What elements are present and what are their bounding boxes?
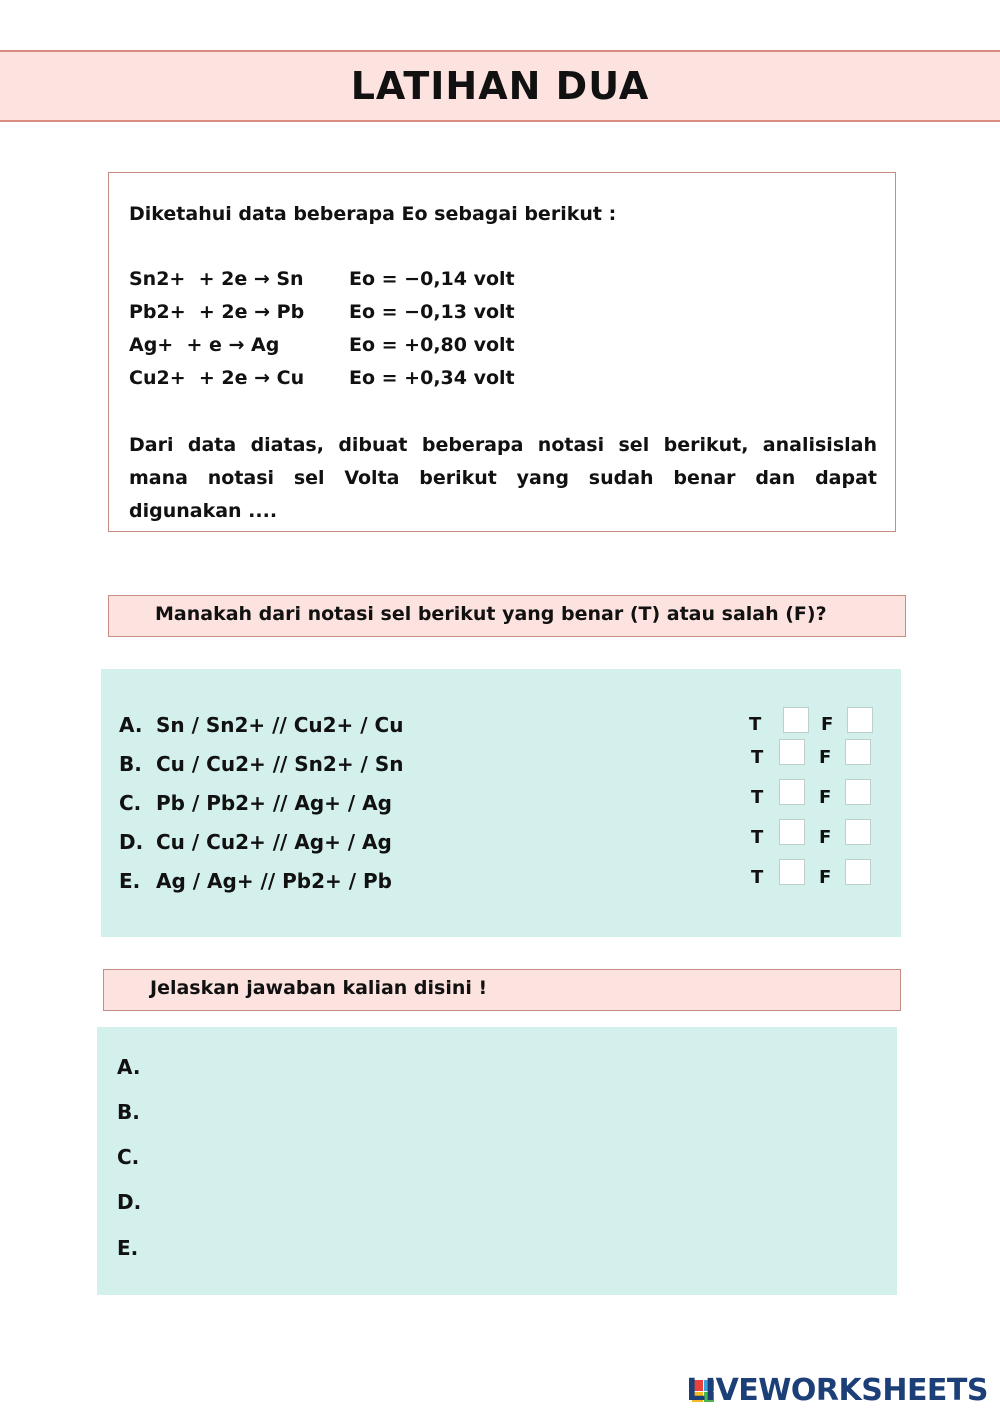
false-label: F [819, 787, 832, 808]
options-panel [101, 669, 901, 937]
info-instruction: Dari data diatas, dibuat beberapa notasi sel berikut, analisislah mana notasi sel Volta berikut yang sudah benar dan dapat digunakan .... [129, 434, 877, 522]
false-label: F [821, 714, 834, 735]
info-intro: Diketahui data beberapa Eo sebagai berikut : [129, 203, 617, 225]
equation-potential: Eo = −0,13 volt [349, 301, 515, 323]
true-checkbox[interactable] [779, 739, 805, 765]
true-checkbox[interactable] [779, 819, 805, 845]
equation-reaction: Sn2+ + 2e → Sn [129, 268, 304, 290]
false-label: F [819, 827, 832, 848]
answer-letter: E. [117, 1236, 139, 1260]
equation-reaction: Pb2+ + 2e → Pb [129, 301, 305, 323]
info-box [108, 172, 896, 532]
true-checkbox[interactable] [779, 779, 805, 805]
equation-potential: Eo = +0,34 volt [349, 367, 515, 389]
page-title: LATIHAN DUA [350, 64, 650, 108]
true-label: T [751, 827, 764, 848]
equation-reaction: Cu2+ + 2e → Cu [129, 367, 305, 389]
false-checkbox[interactable] [845, 739, 871, 765]
option-text: Pb / Pb2+ // Ag+ / Ag [156, 791, 392, 815]
option-letter: C. [119, 791, 142, 815]
equation-potential: Eo = +0,80 volt [349, 334, 515, 356]
equation-potential: Eo = −0,14 volt [349, 268, 515, 290]
option-text: Cu / Cu2+ // Ag+ / Ag [156, 830, 392, 854]
false-checkbox[interactable] [847, 707, 873, 733]
answer-letter: B. [117, 1100, 140, 1124]
true-label: T [751, 787, 764, 808]
answer-field[interactable] [157, 1232, 917, 1260]
true-checkbox[interactable] [783, 707, 809, 733]
answer-letter: C. [117, 1145, 140, 1169]
answer-field[interactable] [157, 1186, 917, 1214]
explain-banner [103, 969, 901, 1011]
true-label: T [751, 867, 764, 888]
option-letter: B. [119, 752, 142, 776]
answers-panel [97, 1027, 897, 1295]
answer-field[interactable] [157, 1141, 917, 1169]
option-letter: A. [119, 713, 143, 737]
option-letter: E. [119, 869, 141, 893]
option-text: Ag / Ag+ // Pb2+ / Pb [156, 869, 392, 893]
false-label: F [819, 867, 832, 888]
false-checkbox[interactable] [845, 859, 871, 885]
true-checkbox[interactable] [779, 859, 805, 885]
false-checkbox[interactable] [845, 819, 871, 845]
true-label: T [751, 747, 764, 768]
equation-reaction: Ag+ + e → Ag [129, 334, 280, 356]
option-letter: D. [119, 830, 144, 854]
false-checkbox[interactable] [845, 779, 871, 805]
question-prompt: Manakah dari notasi sel berikut yang benar (T) atau salah (F)? [155, 603, 827, 625]
question-banner [108, 595, 906, 637]
answer-letter: D. [117, 1190, 142, 1214]
brand-wordmark: LIVEWORKSHEETS [686, 1373, 988, 1408]
true-label: T [749, 714, 762, 735]
answer-letter: A. [117, 1055, 141, 1079]
false-label: F [819, 747, 832, 768]
explain-prompt: Jelaskan jawaban kalian disini ! [150, 977, 488, 999]
option-text: Cu / Cu2+ // Sn2+ / Sn [156, 752, 404, 776]
answer-field[interactable] [157, 1051, 917, 1079]
answer-field[interactable] [157, 1096, 917, 1124]
option-text: Sn / Sn2+ // Cu2+ / Cu [156, 713, 404, 737]
